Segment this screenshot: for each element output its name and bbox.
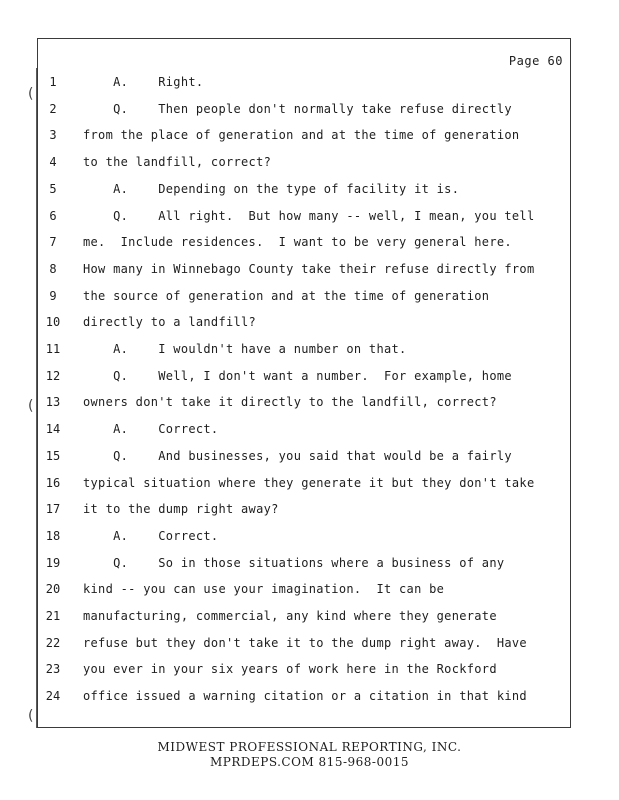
line-text: from the place of generation and at the time of generation bbox=[83, 128, 520, 143]
line-text: A. Correct. bbox=[83, 528, 219, 543]
line-number: 14 bbox=[45, 422, 61, 437]
line-text: owners don't take it directly to the landfill, correct? bbox=[83, 395, 497, 410]
line-text: refuse but they don't take it to the dump right away. Have bbox=[83, 635, 527, 650]
line-text: Q. Then people don't normally take refuse directly bbox=[83, 101, 512, 116]
margin-bracket-mark: ( bbox=[28, 86, 34, 102]
line-text: you ever in your six years of work here in the Rockford bbox=[83, 662, 497, 677]
line-text: typical situation where they generate it but they don't take bbox=[83, 475, 535, 490]
line-number: 24 bbox=[45, 689, 61, 704]
line-text: A. I wouldn't have a number on that. bbox=[83, 342, 407, 356]
line-number: 19 bbox=[45, 555, 61, 570]
line-number: 12 bbox=[45, 368, 61, 383]
line-text: me. Include residences. I want to be very general here. bbox=[83, 235, 512, 250]
margin-bracket-mark: ( bbox=[28, 398, 34, 414]
line-number: 16 bbox=[45, 475, 61, 490]
line-text: A. Right. bbox=[83, 75, 204, 89]
line-number: 22 bbox=[45, 635, 61, 650]
line-text: to the landfill, correct? bbox=[83, 155, 272, 170]
line-number: 20 bbox=[45, 582, 61, 597]
line-text: directly to a landfill? bbox=[83, 315, 257, 330]
line-text: office issued a warning citation or a citation in that kind bbox=[83, 689, 527, 704]
line-text: How many in Winnebago County take their refuse directly from bbox=[83, 261, 535, 276]
line-text: manufacturing, commercial, any kind where they generate bbox=[83, 609, 497, 623]
line-text: Q. All right. But how many -- well, I mean, you tell bbox=[83, 208, 535, 223]
line-number: 18 bbox=[45, 528, 61, 543]
line-number: 21 bbox=[45, 609, 61, 623]
line-number: 8 bbox=[49, 261, 57, 276]
line-number: 4 bbox=[49, 155, 57, 170]
line-number: 2 bbox=[49, 101, 57, 116]
line-text: A. Correct. bbox=[83, 422, 219, 437]
margin-bracket-mark: ( bbox=[28, 708, 34, 724]
line-number: 6 bbox=[49, 208, 57, 223]
line-number: 23 bbox=[45, 662, 61, 677]
line-number: 7 bbox=[49, 235, 57, 250]
line-text: Q. And businesses, you said that would be a fairly bbox=[83, 448, 512, 463]
line-number: 1 bbox=[49, 75, 57, 89]
line-text: the source of generation and at the time of generation bbox=[83, 288, 490, 303]
footer-contact: MPRDEPS.COM 815-968-0015 bbox=[209, 755, 410, 769]
line-number: 17 bbox=[45, 502, 61, 517]
margin-rule bbox=[36, 68, 37, 728]
line-text: it to the dump right away? bbox=[83, 502, 279, 517]
line-number: 10 bbox=[45, 315, 61, 330]
line-number: 3 bbox=[49, 128, 57, 143]
line-text: Q. So in those situations where a business of any bbox=[83, 555, 505, 570]
line-number: 11 bbox=[45, 342, 61, 356]
line-number: 9 bbox=[49, 288, 57, 303]
line-number: 13 bbox=[45, 395, 61, 410]
line-number: 5 bbox=[49, 181, 57, 196]
line-text: A. Depending on the type of facility it is. bbox=[83, 181, 460, 196]
line-text: Q. Well, I don't want a number. For example, home bbox=[83, 368, 512, 383]
footer-company: MIDWEST PROFESSIONAL REPORTING, INC. bbox=[157, 740, 462, 754]
line-text: kind -- you can use your imagination. It can be bbox=[83, 582, 445, 597]
line-number: 15 bbox=[45, 448, 61, 463]
page-number: Page 60 bbox=[508, 54, 563, 68]
